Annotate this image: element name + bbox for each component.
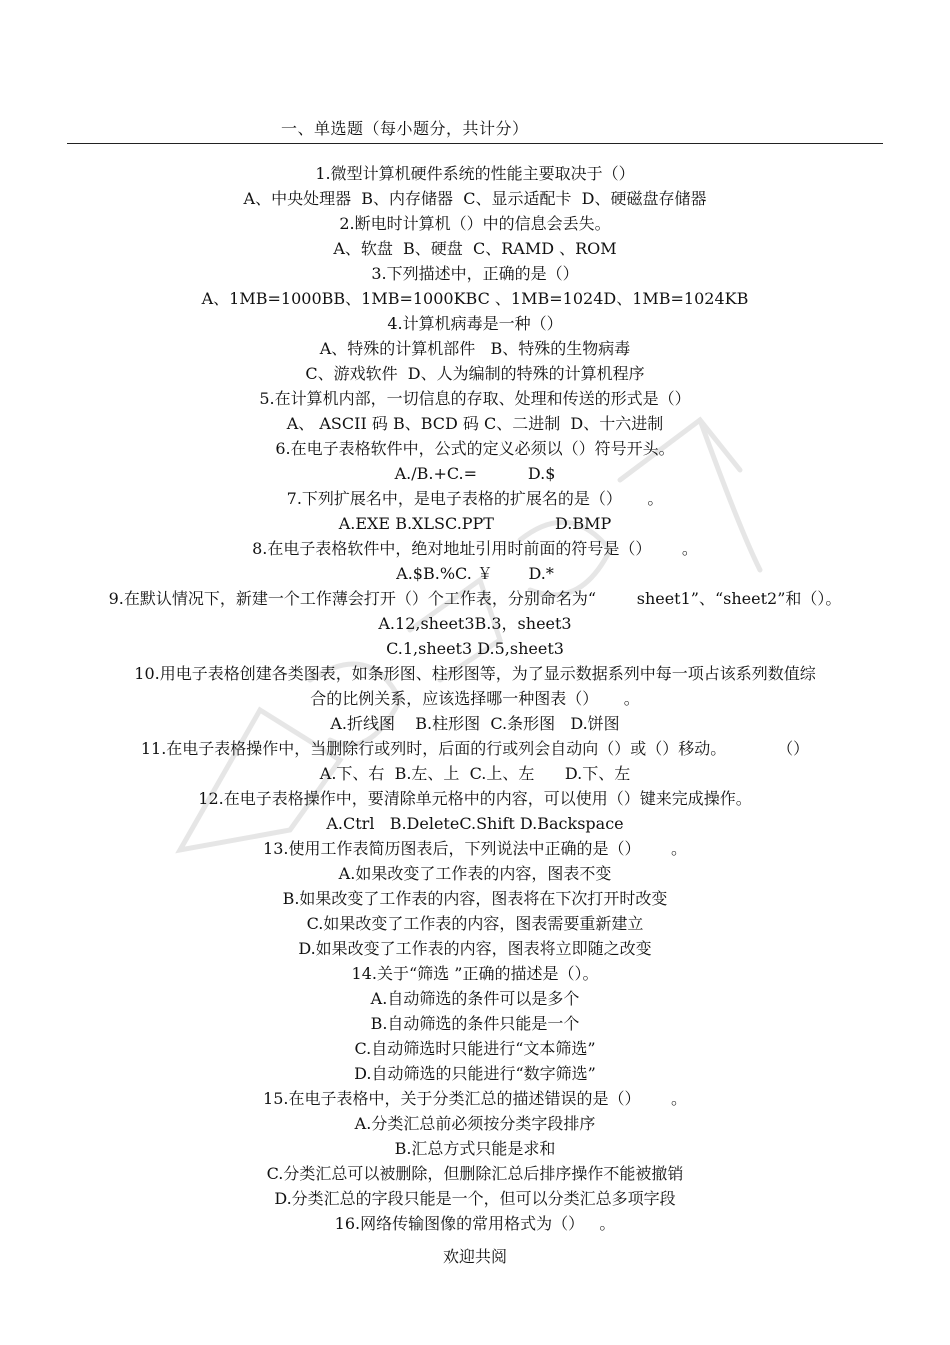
option-13b: B.如果改变了工作表的内容，图表将在下次打开时改变 xyxy=(282,889,668,908)
options-4b: C、游戏软件 D、人为编制的特殊的计算机程序 xyxy=(305,364,645,383)
option-14b: B.自动筛选的条件只能是一个 xyxy=(370,1014,580,1033)
option-13d: D.如果改变了工作表的内容，图表将立即随之改变 xyxy=(298,939,652,958)
question-14: 14.关于“筛选 ”正确的描述是（）。 xyxy=(351,964,599,983)
options-10: A.折线图 B.柱形图 C.条形图 D.饼图 xyxy=(330,714,620,733)
option-15d: D.分类汇总的字段只能是一个，但可以分类汇总多项字段 xyxy=(274,1189,676,1208)
question-15: 15.在电子表格中，关于分类汇总的描述错误的是（） 。 xyxy=(263,1089,687,1108)
options-11: A.下、右 B.左、上 C.上、左 D.下、左 xyxy=(319,764,631,783)
options-12: A.Ctrl B.DeleteC.Shift D.Backspace xyxy=(326,814,624,833)
question-8: 8.在电子表格软件中，绝对地址引用时前面的符号是（） 。 xyxy=(252,539,698,558)
question-13: 13.使用工作表简历图表后，下列说法中正确的是（） 。 xyxy=(263,839,687,858)
header-rule xyxy=(67,143,883,144)
options-3: A、1MB=1000BB、1MB=1000KBC 、1MB=1024D、1MB=1024KB xyxy=(201,289,749,308)
question-16: 16.网络传输图像的常用格式为（） 。 xyxy=(334,1214,616,1233)
question-6: 6.在电子表格软件中，公式的定义必须以（）符号开头。 xyxy=(275,439,675,458)
question-12: 12.在电子表格操作中，要清除单元格中的内容，可以使用（）键来完成操作。 xyxy=(198,789,752,808)
question-9: 9.在默认情况下，新建一个工作薄会打开（）个工作表，分别命名为“ sheet1”、“sheet2”和（）。 xyxy=(108,589,842,608)
question-1: 1.微型计算机硬件系统的性能主要取决于（） xyxy=(315,164,635,183)
option-14c: C.自动筛选时只能进行“文本筛选” xyxy=(354,1039,596,1058)
question-2: 2.断电时计算机（）中的信息会丢失。 xyxy=(339,214,611,233)
question-10-cont: 合的比例关系，应该选择哪一种图表（） 。 xyxy=(310,689,640,708)
page-footer: 欢迎共阅 xyxy=(442,1247,507,1266)
question-5: 5.在计算机内部，一切信息的存取、处理和传送的形式是（） xyxy=(259,389,691,408)
question-4: 4.计算机病毒是一种（） xyxy=(387,314,563,333)
options-6: A./B.+C.= D.$ xyxy=(394,464,556,483)
option-14a: A.自动筛选的条件可以是多个 xyxy=(370,989,580,1008)
options-9b: C.1,sheet3 D.5,sheet3 xyxy=(386,639,564,658)
question-7: 7.下列扩展名中，是电子表格的扩展名的是（） 。 xyxy=(286,489,664,508)
options-1: A、中央处理器 B、内存储器 C、显示适配卡 D、硬磁盘存储器 xyxy=(243,189,707,208)
question-3: 3.下列描述中，正确的是（） xyxy=(371,264,579,283)
options-9a: A.12,sheet3B.3，sheet3 xyxy=(378,614,572,633)
options-8: A.$B.%C. ￥ D.* xyxy=(396,564,554,583)
option-13a: A.如果改变了工作表的内容，图表不变 xyxy=(338,864,612,883)
question-11: 11.在电子表格操作中，当删除行或列时，后面的行或列会自动向（）或（）移动。 （） xyxy=(140,739,810,758)
option-15b: B.汇总方式只能是求和 xyxy=(394,1139,556,1158)
options-4a: A、特殊的计算机部件 B、特殊的生物病毒 xyxy=(319,339,631,358)
option-15a: A.分类汇总前必须按分类字段排序 xyxy=(354,1114,596,1133)
options-2: A、软盘 B、硬盘 C、RAMD 、ROM xyxy=(333,239,617,258)
section-heading: 一、单选题（每小题分，共计分） xyxy=(281,119,529,138)
option-13c: C.如果改变了工作表的内容，图表需要重新建立 xyxy=(306,914,644,933)
option-14d: D.自动筛选的只能进行“数字筛选” xyxy=(354,1064,596,1083)
option-15c: C.分类汇总可以被删除，但删除汇总后排序操作不能被撤销 xyxy=(266,1164,684,1183)
options-7: A.EXE B.XLSC.PPT D.BMP xyxy=(338,514,612,533)
question-10: 10.用电子表格创建各类图表，如条形图、柱形图等，为了显示数据系列中每一项占该系列数值综 xyxy=(134,664,816,683)
options-5: A、 ASCII 码 B、BCD 码 C、二进制 D、十六进制 xyxy=(286,414,664,433)
